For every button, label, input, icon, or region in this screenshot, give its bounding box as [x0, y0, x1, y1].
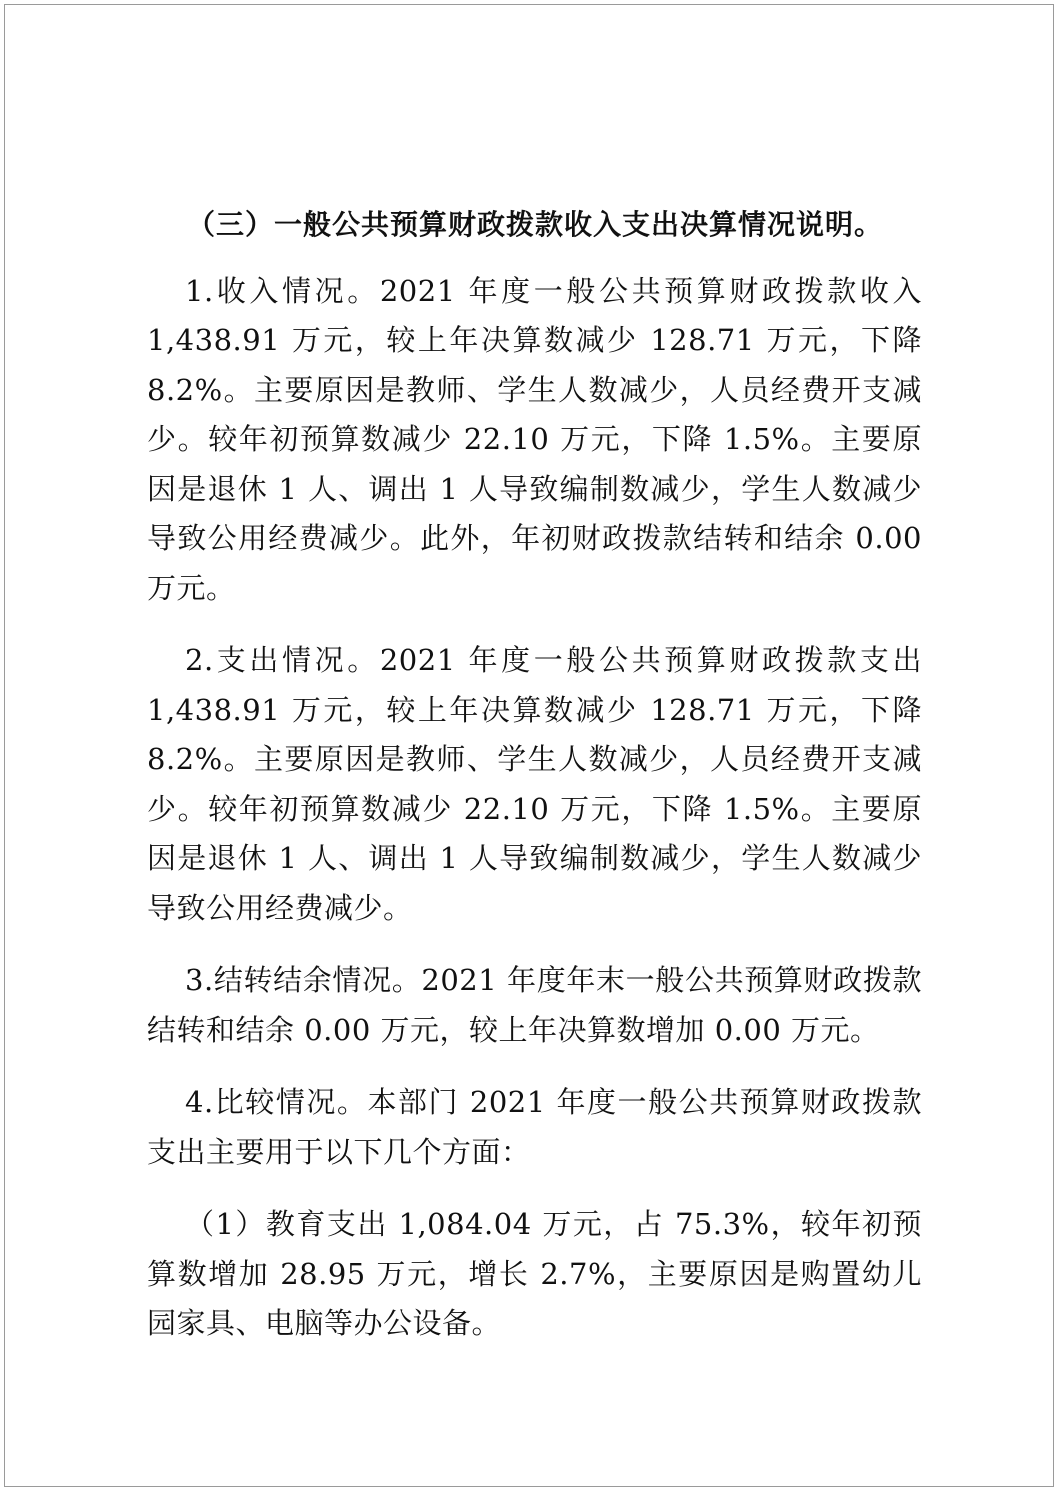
paragraph-comparison: 4.比较情况。本部门 2021 年度一般公共预算财政拨款支出主要用于以下几个方面： — [147, 1085, 922, 1169]
section-heading: （三）一般公共预算财政拨款收入支出决算情况说明。 — [187, 208, 884, 241]
paragraph-expenditure: 2.支出情况。2021 年度一般公共预算财政拨款支出 1,438.91 万元，较上年决算数减少 128.71 万元，下降 8.2%。主要原因是教师、学生人数减少，人员经费开支减少。较年初预算数减少 22.10 万元，下降 1.5%。主要原因是退休 1 人、调出 1 人导致编制数减少，学生人数减少导致公用经费减少。 — [147, 643, 922, 925]
page-body — [147, 200, 922, 1372]
paragraph-income: 1.收入情况。2021 年度一般公共预算财政拨款收入 1,438.91 万元，较上年决算数减少 128.71 万元，下降 8.2%。主要原因是教师、学生人数减少，人员经费开支减少。较年初预算数减少 22.10 万元，下降 1.5%。主要原因是退休 1 人、调出 1 人导致编制数减少，学生人数减少导致公用经费减少。此外，年初财政拨款结转和结余 0.00 万元。 — [147, 273, 922, 605]
document-page — [4, 4, 1054, 1487]
paragraph-education-expenditure: （1）教育支出 1,084.04 万元，占 75.3%，较年初预算数增加 28.95 万元，增长 2.7%，主要原因是购置幼儿园家具、电脑等办公设备。 — [147, 1207, 922, 1340]
paragraph-carryover: 3.结转结余情况。2021 年度年末一般公共预算财政拨款结转和结余 0.00 万元，较上年决算数增加 0.00 万元。 — [147, 963, 922, 1047]
